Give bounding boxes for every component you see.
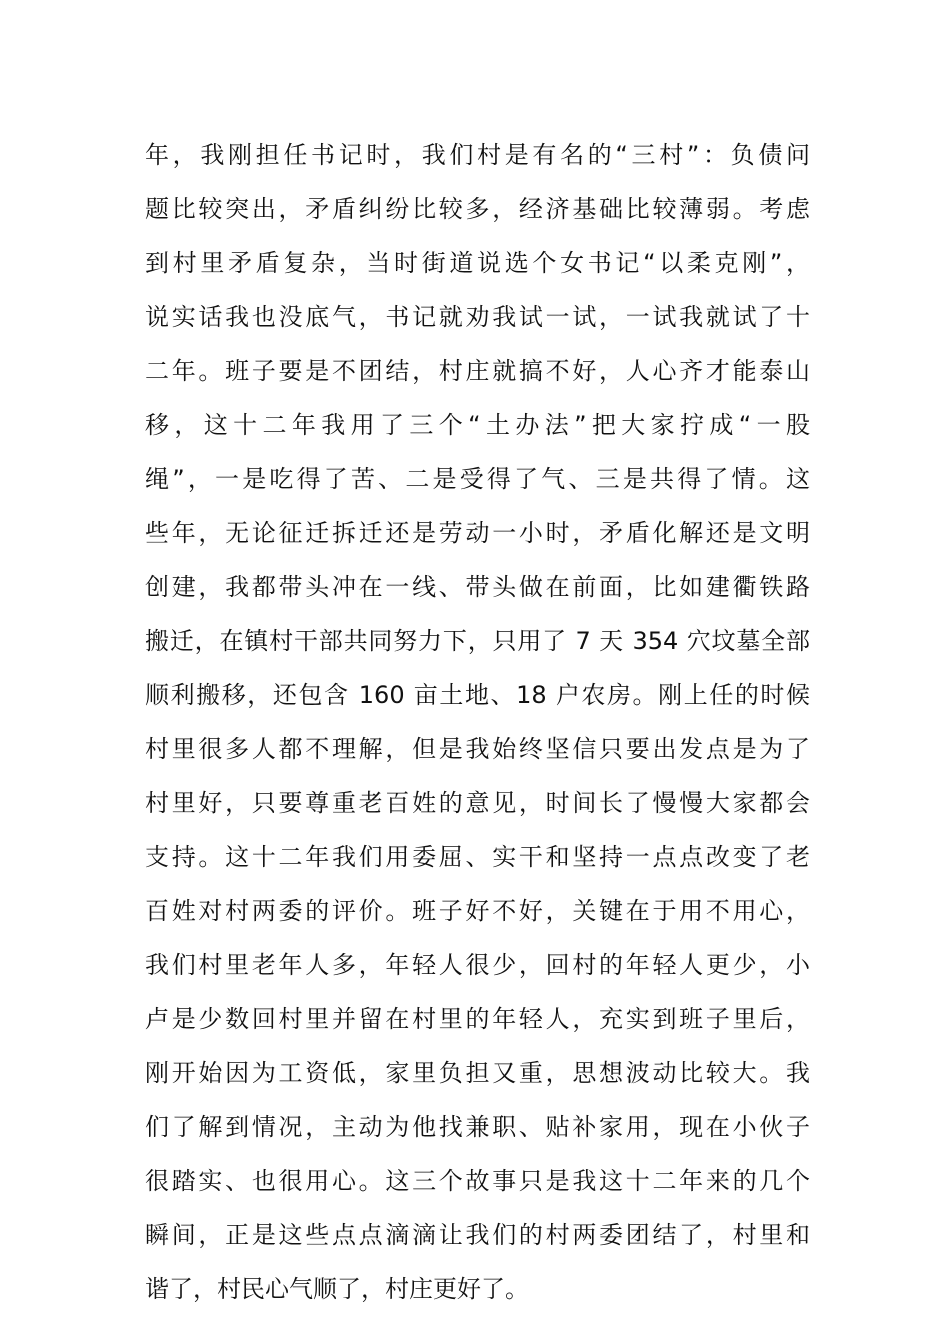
paragraph-line-17: 卢是少数回村里并留在村里的年轻人，充实到班子里后，	[145, 1005, 810, 1033]
paragraph-line-18: 刚开始因为工资低，家里负担又重，思想波动比较大。我	[145, 1059, 810, 1087]
paragraph-line-7: 绳”，一是吃得了苦、二是受得了气、三是共得了情。这	[145, 465, 810, 493]
paragraph-line-6: 移，这十二年我用了三个“土办法”把大家拧成“一股	[145, 411, 810, 439]
paragraph-line-10: 搬迁，在镇村干部共同努力下，只用了 7 天 354 穴坟墓全部	[145, 627, 810, 655]
paragraph-line-15: 百姓对村两委的评价。班子好不好，关键在于用不用心，	[145, 897, 810, 925]
paragraph-line-14: 支持。这十二年我们用委屈、实干和坚持一点点改变了老	[145, 843, 810, 871]
paragraph-line-8: 些年，无论征迁拆迁还是劳动一小时，矛盾化解还是文明	[145, 519, 810, 547]
paragraph-line-11: 顺利搬移，还包含 160 亩土地、18 户农房。刚上任的时候	[145, 681, 810, 709]
paragraph-line-9: 创建，我都带头冲在一线、带头做在前面，比如建衢铁路	[145, 573, 810, 601]
paragraph-line-20: 很踏实、也很用心。这三个故事只是我这十二年来的几个	[145, 1167, 810, 1195]
paragraph-line-21: 瞬间，正是这些点点滴滴让我们的村两委团结了，村里和	[145, 1221, 810, 1249]
paragraph-line-22: 谐了，村民心气顺了，村庄更好了。	[145, 1275, 529, 1303]
paragraph-line-3: 到村里矛盾复杂，当时街道说选个女书记“以柔克刚”，	[145, 249, 810, 277]
body-paragraph	[145, 128, 810, 1316]
paragraph-line-5: 二年。班子要是不团结，村庄就搞不好，人心齐才能泰山	[145, 357, 810, 385]
paragraph-line-2: 题比较突出，矛盾纠纷比较多，经济基础比较薄弱。考虑	[145, 195, 810, 223]
paragraph-line-1: 年，我刚担任书记时，我们村是有名的“三村”：负债问	[145, 141, 810, 169]
paragraph-line-16: 我们村里老年人多，年轻人很少，回村的年轻人更少，小	[145, 951, 810, 979]
paragraph-line-13: 村里好，只要尊重老百姓的意见，时间长了慢慢大家都会	[145, 789, 810, 817]
paragraph-line-19: 们了解到情况，主动为他找兼职、贴补家用，现在小伙子	[145, 1113, 810, 1141]
paragraph-line-4: 说实话我也没底气，书记就劝我试一试，一试我就试了十	[145, 303, 810, 331]
paragraph-line-12: 村里很多人都不理解，但是我始终坚信只要出发点是为了	[145, 735, 810, 763]
